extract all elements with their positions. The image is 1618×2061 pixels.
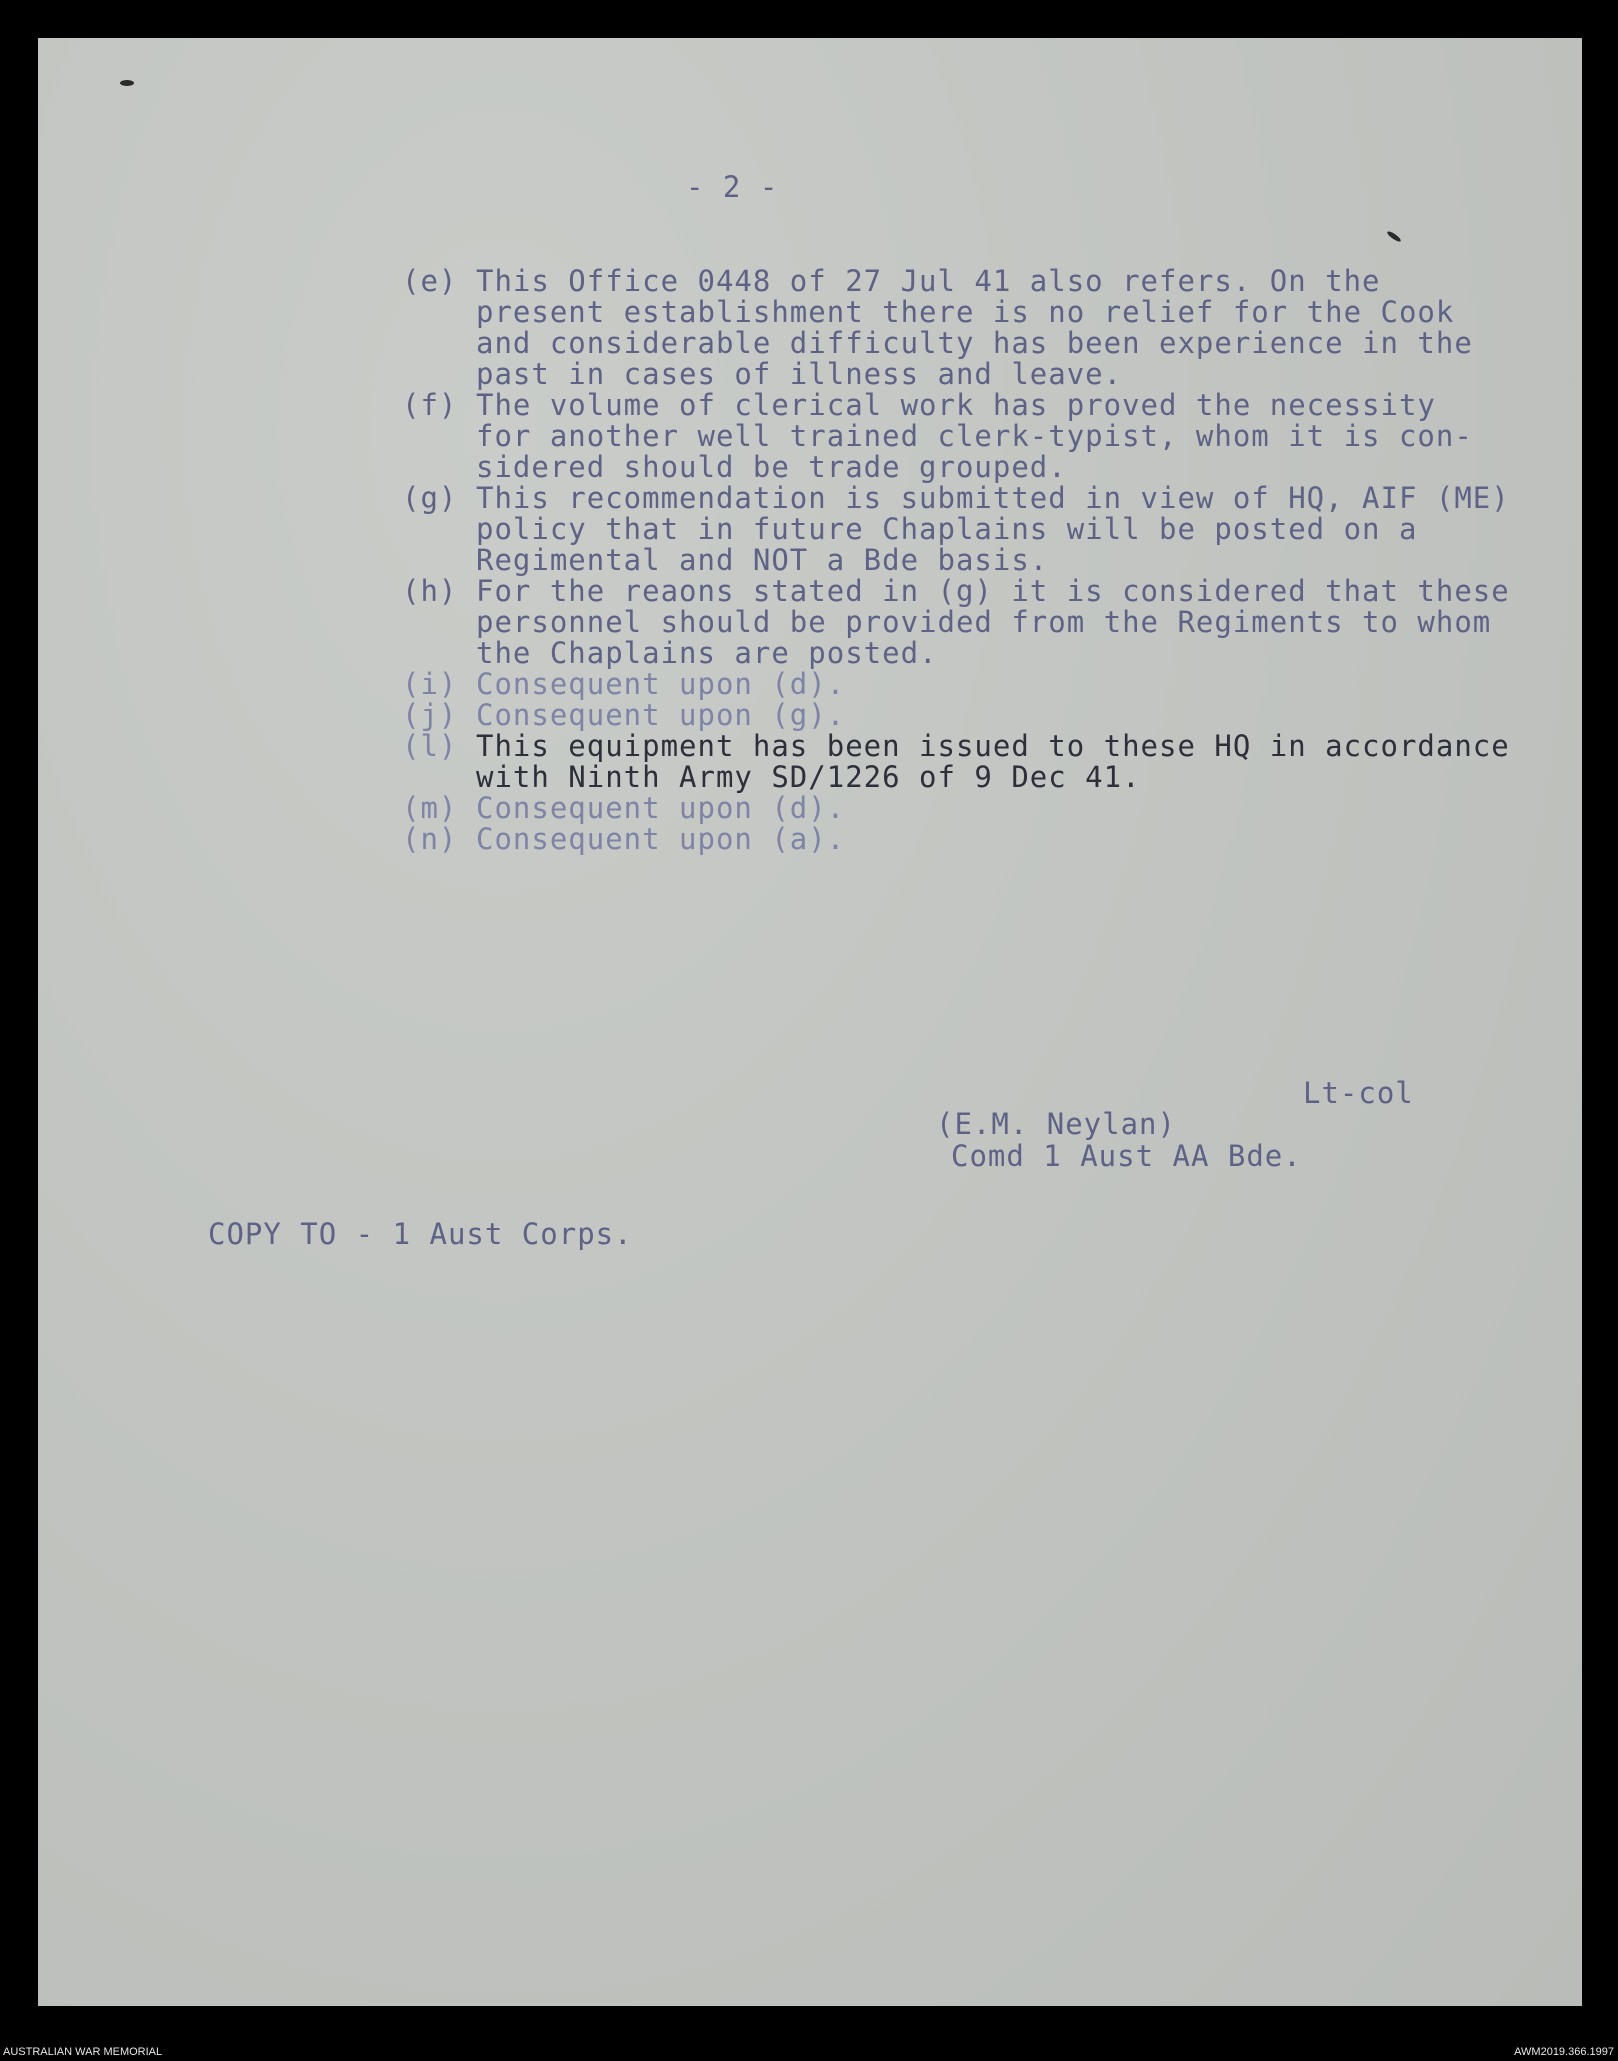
item-text: Consequent upon (d).	[476, 791, 846, 825]
item-label: (l)	[402, 729, 458, 763]
item-label: (i)	[402, 667, 458, 701]
remarks-list	[402, 266, 1510, 855]
item-text: Consequent upon (d).	[476, 667, 846, 701]
document-page	[38, 38, 1582, 2006]
ink-speck	[120, 80, 134, 86]
footer-accession-number: AWM2019.366.1997	[1514, 2046, 1614, 2058]
item-text: This Office 0448 of 27 Jul 41 also refers. On the present establishment there is no relief for the Cook and considerable difficulty has been experience in the past in cases of illness and leave.	[476, 264, 1473, 391]
list-item	[402, 576, 1510, 669]
item-label: (g)	[402, 481, 458, 515]
item-text: The volume of clerical work has proved the necessity for another well trained clerk-typist, whom it is con- sidered should be trade grouped.	[476, 388, 1473, 484]
list-item	[402, 483, 1510, 576]
list-item	[402, 390, 1510, 483]
page-number: - 2 -	[686, 170, 779, 204]
list-item	[402, 700, 1510, 731]
list-item	[402, 266, 1510, 390]
item-label: (f)	[402, 388, 458, 422]
item-label: (n)	[402, 822, 458, 856]
signature-name: (E.M. Neylan)	[936, 1107, 1176, 1141]
item-label: (h)	[402, 574, 458, 608]
signature-title: Comd 1 Aust AA Bde.	[951, 1139, 1302, 1173]
signature-rank: Lt-col	[1303, 1076, 1414, 1110]
item-text: For the reaons stated in (g) it is considered that these personnel should be provided from the Regiments to whom the Chaplains are posted.	[476, 574, 1510, 670]
footer-institution: AUSTRALIAN WAR MEMORIAL	[3, 2046, 163, 2058]
list-item	[402, 793, 1510, 824]
item-text: This recommendation is submitted in view of HQ, AIF (ME) policy that in future Chaplains will be posted on a Regimental and NOT a Bde basis.	[476, 481, 1510, 577]
item-label: (e)	[402, 264, 458, 298]
item-label: (m)	[402, 791, 458, 825]
item-text: Consequent upon (a).	[476, 822, 846, 856]
list-item	[402, 824, 1510, 855]
item-text: This equipment has been issued to these HQ in accordance with Ninth Army SD/1226 of 9 Dec 41.	[476, 729, 1510, 794]
copy-to-line: COPY TO - 1 Aust Corps.	[208, 1217, 633, 1251]
item-text: Consequent upon (g).	[476, 698, 846, 732]
ink-speck	[1386, 230, 1402, 243]
list-item	[402, 669, 1510, 700]
item-label: (j)	[402, 698, 458, 732]
list-item	[402, 731, 1510, 793]
